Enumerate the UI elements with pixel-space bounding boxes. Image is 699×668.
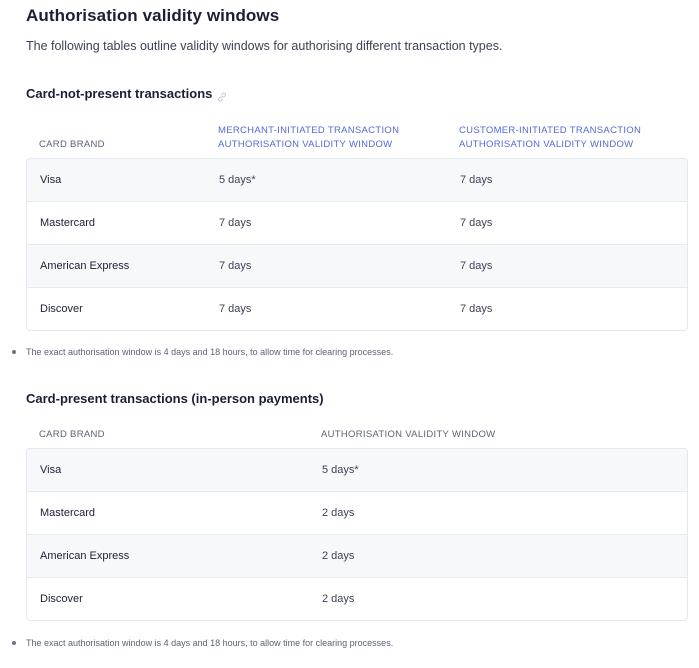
footnote-text: The exact authorisation window is 4 days and 18 hours, to allow time for clearing processes. — [26, 347, 394, 357]
cell-brand: Visa — [40, 174, 62, 186]
column-header-card-brand: CARD BRAND — [39, 429, 105, 440]
cell-brand: Discover — [40, 303, 83, 315]
cell-validity-window: 2 days — [322, 507, 355, 519]
table-row — [27, 244, 687, 287]
column-header-validity-window: AUTHORISATION VALIDITY WINDOW — [321, 429, 496, 440]
table-row — [27, 159, 687, 201]
table-row — [27, 577, 687, 620]
table-row — [27, 534, 687, 577]
section-heading-card-not-present — [26, 86, 227, 101]
cell-validity-window: 5 days* — [322, 464, 359, 476]
cell-customer-window: 7 days — [460, 260, 493, 272]
cell-brand: Mastercard — [40, 217, 96, 229]
table-row — [27, 287, 687, 330]
table-row — [27, 449, 687, 491]
cell-validity-window: 2 days — [322, 550, 355, 562]
cell-merchant-window: 5 days* — [219, 174, 256, 186]
cell-brand: Visa — [40, 464, 62, 476]
cell-merchant-window: 7 days — [219, 260, 252, 272]
column-header-line: AUTHORISATION VALIDITY WINDOW — [459, 139, 634, 150]
cell-merchant-window: 7 days — [219, 303, 252, 315]
cell-brand: Discover — [40, 593, 83, 605]
column-header-line: CUSTOMER-INITIATED TRANSACTION — [459, 125, 642, 136]
cell-merchant-window: 7 days — [219, 217, 252, 229]
footnote-card-present — [12, 638, 393, 648]
cell-customer-window: 7 days — [460, 174, 493, 186]
cell-brand: American Express — [40, 550, 130, 562]
cell-brand: American Express — [40, 260, 130, 272]
footnote-text: The exact authorisation window is 4 days and 18 hours, to allow time for clearing processes. — [26, 638, 394, 648]
footnote-card-not-present — [12, 347, 393, 357]
column-header-customer-initiated[interactable] — [459, 124, 641, 152]
bullet-icon — [12, 350, 16, 354]
page-intro: The following tables outline validity windows for authorising different transaction types. — [26, 39, 503, 53]
table-row — [27, 491, 687, 534]
column-header-line: AUTHORISATION VALIDITY WINDOW — [218, 139, 393, 150]
table-card-present — [26, 448, 688, 621]
column-header-card-brand: CARD BRAND — [39, 139, 105, 150]
column-header-merchant-initiated[interactable] — [218, 124, 399, 152]
column-header-line: MERCHANT-INITIATED TRANSACTION — [218, 125, 400, 136]
bullet-icon — [12, 641, 16, 645]
cell-customer-window: 7 days — [460, 217, 493, 229]
page-title: Authorisation validity windows — [26, 6, 280, 25]
table-header-card-present — [26, 428, 688, 444]
section-heading-text: Card-not-present transactions — [26, 86, 213, 101]
table-header-card-not-present — [26, 124, 688, 154]
table-card-not-present — [26, 158, 688, 331]
cell-brand: Mastercard — [40, 507, 96, 519]
cell-validity-window: 2 days — [322, 593, 355, 605]
table-row — [27, 201, 687, 244]
section-heading-card-present: Card-present transactions (in-person payments) — [26, 391, 324, 406]
link-icon[interactable] — [217, 90, 227, 100]
cell-customer-window: 7 days — [460, 303, 493, 315]
